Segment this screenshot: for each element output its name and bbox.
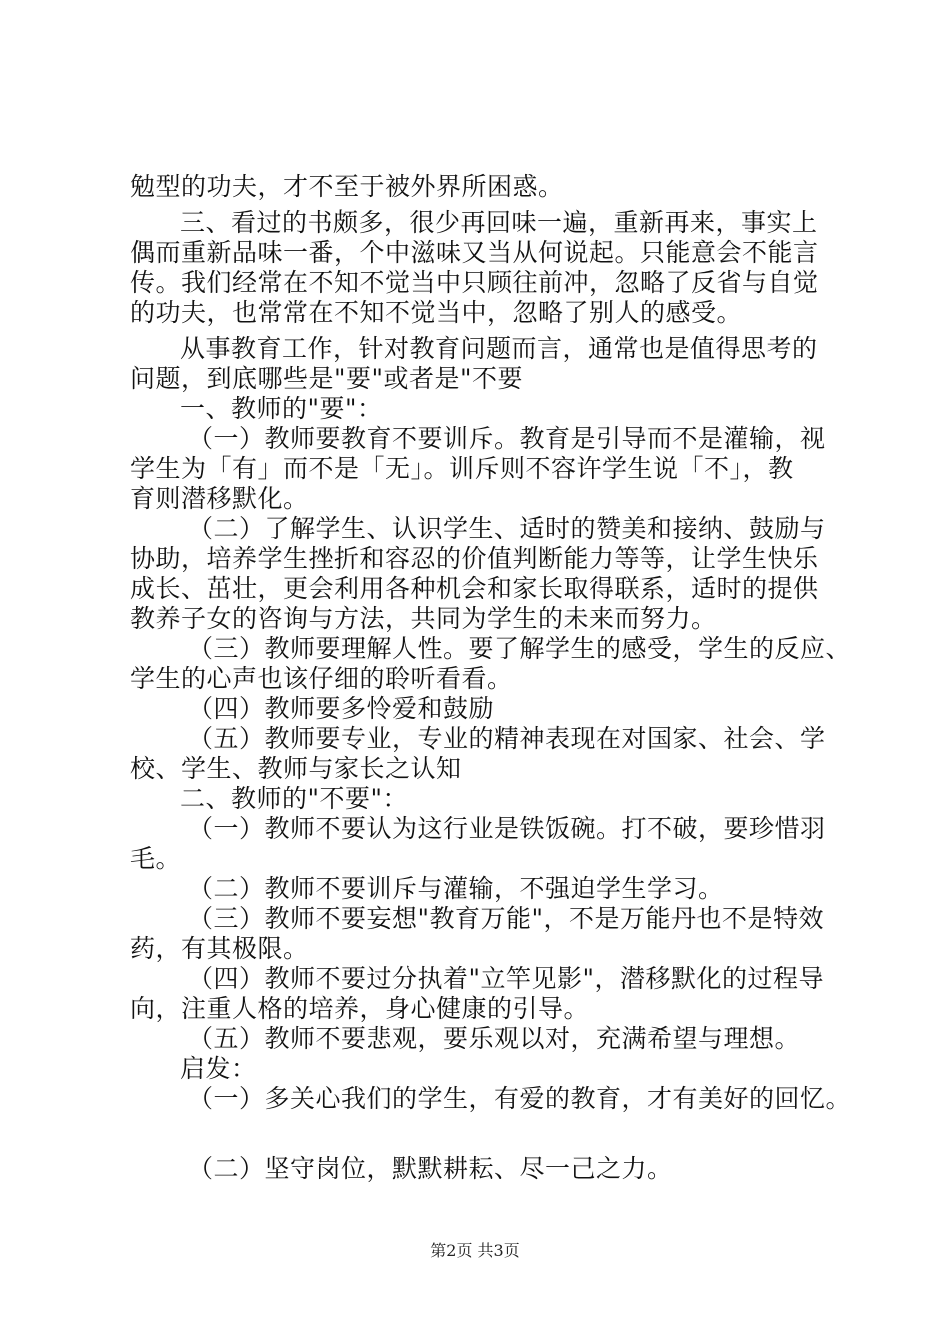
text-line: （二）教师不要训斥与灌输，不强迫学生学习。 <box>188 874 724 903</box>
text-line: （四）教师不要过分执着"立竿见影"，潜移默化的过程导 <box>188 964 825 993</box>
text-line: 传。我们经常在不知不觉当中只顾往前冲，忽略了反省与自觉 <box>130 268 819 297</box>
text-line: 育则潜移默化。 <box>130 484 309 513</box>
text-line: 药，有其极限。 <box>130 934 309 963</box>
text-line: 教养子女的咨询与方法，共同为学生的未来而努力。 <box>130 604 717 633</box>
section-heading: 启发： <box>180 1054 257 1083</box>
text-line: 三、看过的书颇多，很少再回味一遍，重新再来，事实上 <box>180 208 818 237</box>
text-line: 学生的心声也该仔细的聆听看看。 <box>130 664 513 693</box>
text-line: （二）了解学生、认识学生、适时的赞美和接纳、鼓励与 <box>188 514 826 543</box>
text-line: （一）多关心我们的学生，有爱的教育，才有美好的回忆。 <box>188 1084 852 1113</box>
text-line: 勉型的功夫，才不至于被外界所困惑。 <box>130 172 564 201</box>
text-line: （三）教师不要妄想"教育万能"，不是万能丹也不是特效 <box>188 904 825 933</box>
text-line: 学生为「有」而不是「无」。训斥则不容许学生说「不」，教 <box>130 454 794 483</box>
text-line: 协助，培养学生挫折和容忍的价值判断能力等等，让学生快乐 <box>130 544 819 573</box>
text-line: 成长、茁壮，更会利用各种机会和家长取得联系，适时的提供 <box>130 574 819 603</box>
text-line: 向，注重人格的培养，身心健康的引导。 <box>130 994 590 1023</box>
text-line: 的功夫，也常常在不知不觉当中，忽略了别人的感受。 <box>130 298 743 327</box>
text-line: （二）坚守岗位，默默耕耘、尽一己之力。 <box>188 1154 673 1183</box>
page-number: 第2页 共3页 <box>430 1241 520 1260</box>
text-line: （五）教师要专业，专业的精神表现在对国家、社会、学 <box>188 724 826 753</box>
page-footer <box>0 1241 950 1261</box>
text-line: 从事教育工作，针对教育问题而言，通常也是值得思考的 <box>180 334 818 363</box>
text-line: 毛。 <box>130 844 182 873</box>
text-line: （一）教师要教育不要训斥。教育是引导而不是灌输，视 <box>188 424 826 453</box>
section-heading: 二、教师的"不要"： <box>180 784 408 813</box>
text-line: 校、学生、教师与家长之认知 <box>130 754 462 783</box>
text-line: （三）教师要理解人性。要了解学生的感受，学生的反应、 <box>188 634 852 663</box>
text-line: （四）教师要多怜爱和鼓励 <box>188 694 495 723</box>
text-line: （一）教师不要认为这行业是铁饭碗。打不破，要珍惜羽 <box>188 814 826 843</box>
section-heading: 一、教师的"要"： <box>180 394 383 423</box>
text-line: 偶而重新品味一番，个中滋味又当从何说起。只能意会不能言 <box>130 238 819 267</box>
text-line: 问题，到底哪些是"要"或者是"不要 <box>130 364 523 393</box>
text-line: （五）教师不要悲观，要乐观以对，充满希望与理想。 <box>188 1024 801 1053</box>
